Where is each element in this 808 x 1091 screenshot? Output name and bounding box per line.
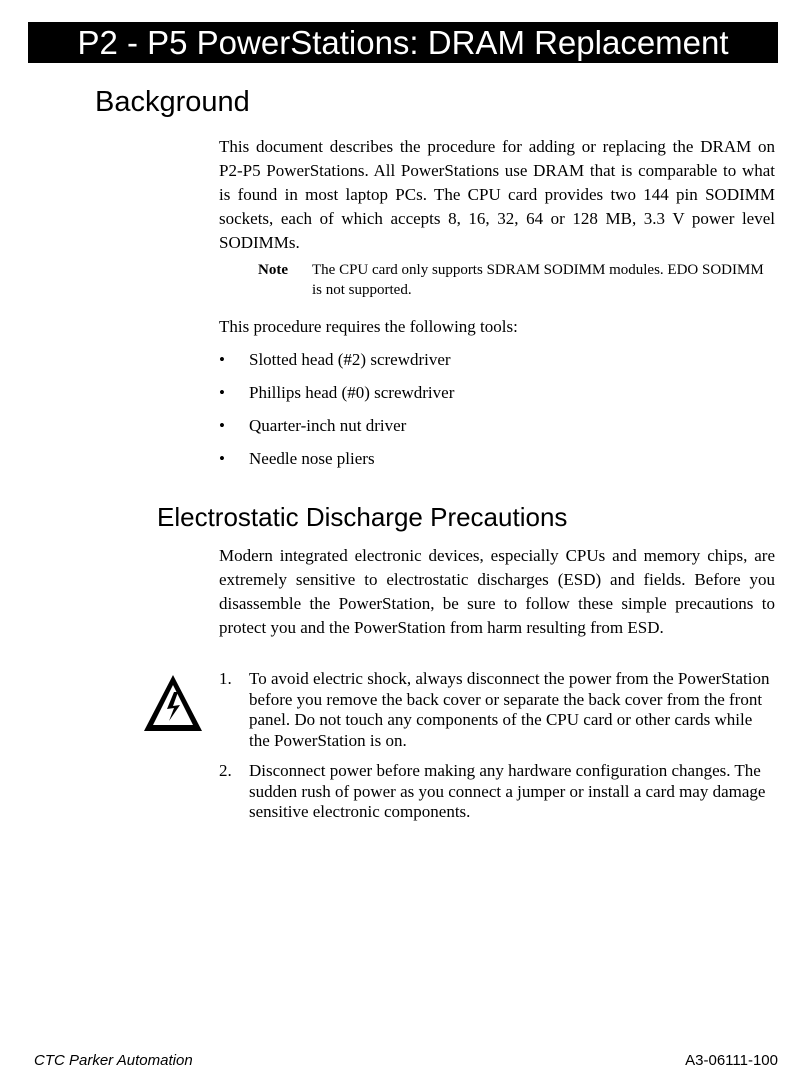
esd-steps-list (219, 669, 775, 833)
step-text: Disconnect power before making any hardware configuration changes. The sudden rush of power as you connect a jumper or install a card may damage sensitive electronic components. (249, 761, 766, 821)
bullet-icon: • (219, 383, 225, 402)
list-item (219, 669, 775, 751)
list-item (219, 414, 775, 447)
tool-text: Slotted head (#2) screwdriver (249, 350, 451, 369)
esd-intro: Modern integrated electronic devices, especially CPUs and memory chips, are extremely sensitive to electrostatic discharges (ESD) and fields. Before you disassemble the PowerStation, be sure to follow these simple precautions to protect you and the PowerStation from harm resulting from ESD. (219, 546, 775, 637)
bullet-icon: • (219, 449, 225, 468)
note-text: The CPU card only supports SDRAM SODIMM modules. EDO SODIMM is not supported. (312, 262, 764, 298)
footer-doc-number: A3-06111-100 (685, 1052, 778, 1069)
list-item (219, 761, 775, 823)
list-item (219, 348, 775, 381)
list-item (219, 381, 775, 414)
tool-text: Needle nose pliers (249, 449, 375, 468)
note-label: Note (258, 262, 288, 278)
background-heading: Background (95, 86, 250, 118)
tools-intro: This procedure requires the following tools: (219, 317, 518, 336)
step-text: To avoid electric shock, always disconnect the power from the PowerStation before you remove the back cover or separate the back cover from the front panel. Do not touch any components of the CPU card or other cards while the PowerStation is on. (249, 669, 770, 750)
list-item (219, 447, 775, 480)
electrical-hazard-icon (141, 672, 205, 734)
step-number: 1. (219, 669, 232, 688)
footer-company: CTC Parker Automation (34, 1052, 193, 1069)
page-title-bar (28, 22, 778, 63)
tool-text: Phillips head (#0) screwdriver (249, 383, 455, 402)
tool-text: Quarter-inch nut driver (249, 416, 407, 435)
background-intro: This document describes the procedure for adding or replacing the DRAM on P2-P5 PowerStations. All PowerStations use DRAM that is comparable to what is found in most laptop PCs. The CPU card provides two 144 pin SODIMM sockets, each of which accepts 8, 16, 32, 64 or 128 MB, 3.3 V power level SODIMMs. (219, 137, 775, 252)
page-title: P2 - P5 PowerStations: DRAM Replacement (77, 24, 729, 61)
tools-list (219, 348, 775, 480)
esd-heading: Electrostatic Discharge Precautions (157, 502, 568, 532)
bullet-icon: • (219, 416, 225, 435)
step-number: 2. (219, 761, 232, 780)
bullet-icon: • (219, 350, 225, 369)
